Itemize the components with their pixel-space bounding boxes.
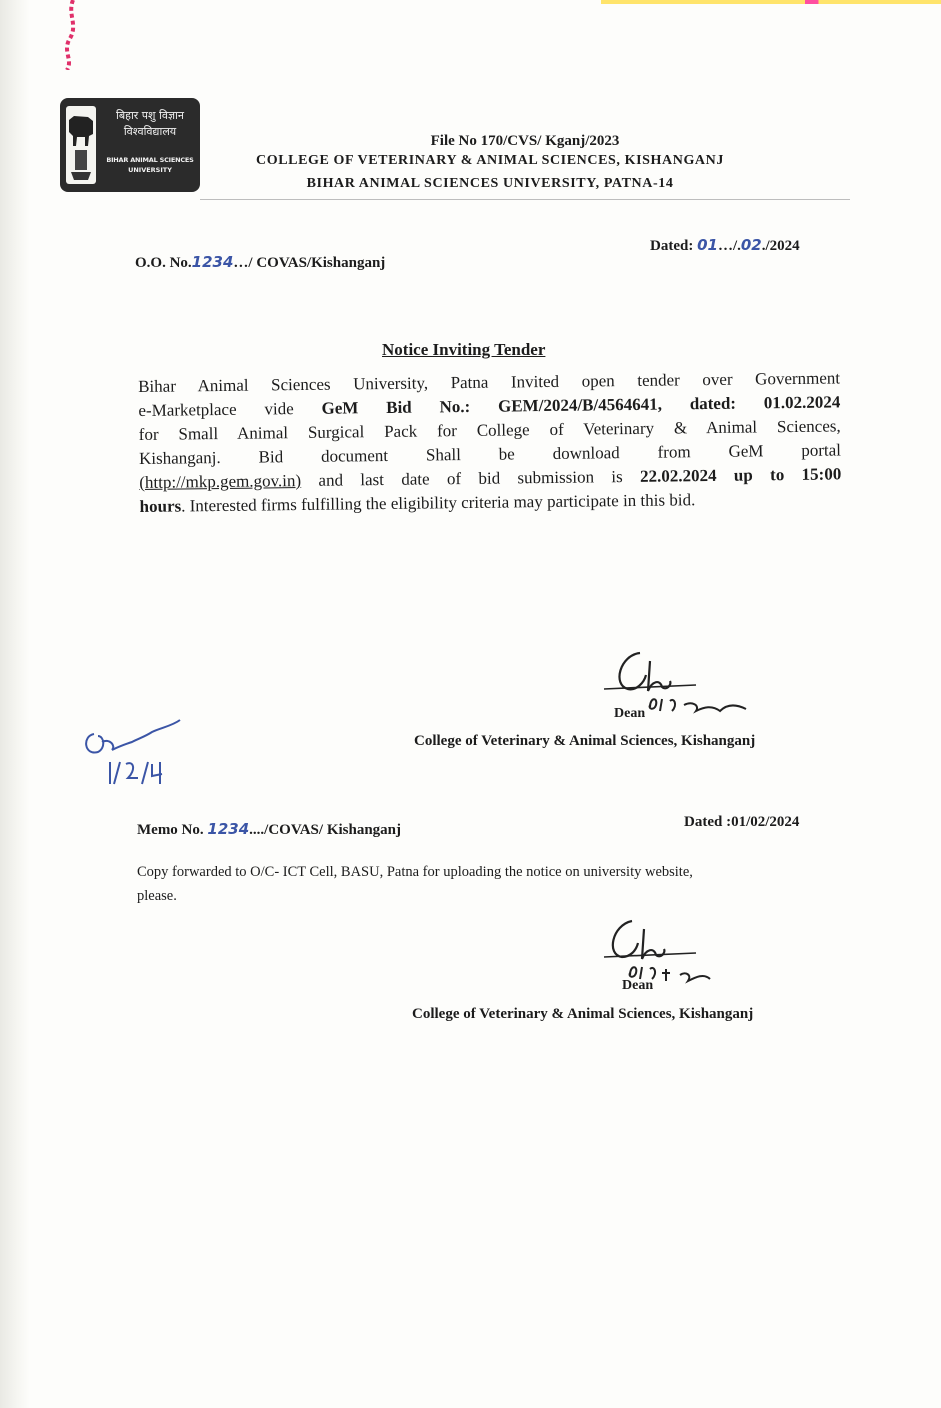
submission-deadline: 22.02.2024 up to 15:00 bbox=[639, 464, 842, 486]
memo-date: Dated :01/02/2024 bbox=[684, 814, 800, 830]
order-dated-label: Dated: bbox=[650, 238, 694, 254]
file-number: File No 170/CVS/ Kganj/2023 bbox=[430, 133, 620, 149]
cow-emblem-icon bbox=[66, 106, 96, 184]
binding-thread bbox=[55, 0, 85, 70]
logo-hindi-line1: बिहार पशु विज्ञान bbox=[115, 109, 184, 122]
copy-line-1: Copy forwarded to O/C- ICT Cell, BASU, Patna for uploading the notice on university website, bbox=[137, 864, 693, 880]
notice-line-5-a: and last date of bid submission is bbox=[300, 466, 641, 491]
copy-line-2: please. bbox=[137, 888, 177, 904]
top-color-strip bbox=[601, 0, 941, 4]
notice-line-6-a: hours bbox=[139, 496, 182, 516]
notice-line-2-a: e-Marketplace vide bbox=[138, 398, 322, 420]
signature1-college: College of Veterinary & Animal Sciences, Kishanganj bbox=[414, 733, 756, 749]
university-name: BIHAR ANIMAL SCIENCES UNIVERSITY, PATNA-14 bbox=[306, 176, 674, 191]
notice-title: Notice Inviting Tender bbox=[382, 340, 546, 359]
order-date: Dated: 01…/.02./2024 bbox=[650, 236, 800, 254]
order-date-year: /2024 bbox=[765, 238, 800, 254]
memo-prefix: Memo No. bbox=[137, 822, 208, 838]
notice-body bbox=[138, 366, 842, 519]
signature1-dean: Dean bbox=[614, 706, 646, 721]
handwritten-blue-initials bbox=[80, 712, 190, 792]
signature2-college: College of Veterinary & Animal Sciences, Kishanganj bbox=[412, 1006, 754, 1022]
college-name: COLLEGE OF VETERINARY & ANIMAL SCIENCES, KISHANGANJ bbox=[256, 153, 724, 168]
logo-english-line1: BIHAR ANIMAL SCIENCES bbox=[106, 156, 194, 164]
page-binding-edge bbox=[0, 0, 30, 1408]
order-number-handwritten: 1234 bbox=[191, 253, 234, 271]
order-suffix: …/ COVAS/Kishanganj bbox=[233, 255, 386, 271]
signature2-dean: Dean bbox=[622, 978, 654, 993]
logo-english-line2: UNIVERSITY bbox=[128, 166, 172, 174]
notice-line-6-b: . Interested firms fulfilling the eligibility criteria may participate in this bid. bbox=[181, 490, 696, 516]
dean-signature-2 bbox=[600, 915, 740, 995]
memo-number bbox=[137, 820, 401, 839]
university-logo bbox=[60, 98, 200, 192]
memo-number-handwritten: 1234 bbox=[207, 820, 250, 838]
gem-portal-link[interactable]: (http://mkp.gem.gov.in) bbox=[139, 471, 302, 492]
order-date-day: 01 bbox=[697, 236, 718, 254]
header-divider bbox=[200, 199, 850, 200]
gem-bid-number: GeM Bid No.: GEM/2024/B/4564641, dated: 01.02.2024 bbox=[321, 392, 841, 418]
order-prefix: O.O. No. bbox=[135, 255, 192, 271]
order-number bbox=[135, 253, 385, 272]
logo-hindi-line2: विश्वविद्यालय bbox=[123, 125, 177, 138]
notice-line-1: Bihar Animal Sciences University, Patna Invited open tender over Government bbox=[138, 368, 841, 396]
notice-line-3: for Small Animal Surgical Pack for College of Veterinary & Animal Sciences, bbox=[138, 416, 841, 444]
memo-suffix: ..../COVAS/ Kishanganj bbox=[249, 822, 402, 838]
copy-forwarded bbox=[137, 860, 832, 908]
order-date-month: 02 bbox=[740, 236, 762, 254]
notice-line-4: Kishanganj. Bid document Shall be download from GeM portal bbox=[138, 440, 842, 468]
